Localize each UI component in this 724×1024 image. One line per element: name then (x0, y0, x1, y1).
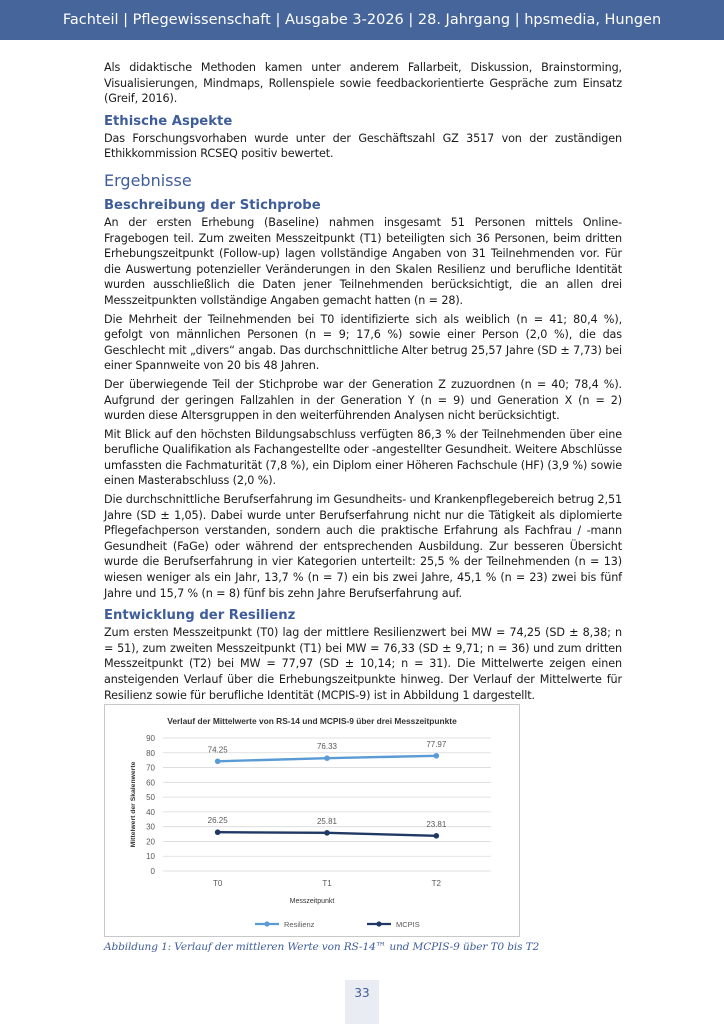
body-paragraph: Mit Blick auf den höchsten Bildungsabschluss verfügten 86,3 % der Teilnehmenden über eine berufliche Qualifikation als Fachangestellte oder -angestellter Gesundheit. Weitere Abschlüsse umfassten die Fachmaturität (7,8 %), ein Diplom einer Höheren Fachschule (HF) (3,9 %) sowie einen Masterabschluss (2,0 %). (104, 427, 622, 488)
legend-entry: MCPIS (396, 920, 420, 929)
legend-swatch-marker (264, 921, 269, 926)
y-tick-label: 20 (146, 837, 155, 847)
y-tick-label: 0 (150, 867, 155, 876)
y-axis-label: Mittelwert der Skalenwerte (130, 761, 137, 848)
data-point (324, 755, 330, 761)
y-tick-label: 70 (146, 763, 155, 773)
data-label: 26.25 (207, 816, 228, 826)
running-header (0, 0, 724, 40)
y-tick-label: 80 (146, 748, 155, 758)
subsection-heading: Beschreibung der Stichprobe (104, 197, 321, 213)
chart-title: Verlauf der Mittelwerte von RS-14 und MCPIS-9 über drei Messzeitpunkte (167, 716, 457, 726)
page-number (345, 980, 379, 1024)
section-heading: Ergebnisse (104, 170, 192, 190)
y-tick-label: 90 (146, 734, 155, 743)
figure-caption: Abbildung 1: Verlauf der mittleren Werte von RS-14™ und MCPIS-9 über T0 bis T2 (104, 941, 540, 953)
y-tick-label: 60 (146, 778, 155, 788)
legend-entry: Resilienz (284, 920, 315, 929)
legend-swatch-marker (376, 921, 381, 926)
data-label: 77.97 (426, 739, 447, 749)
x-tick-label: T2 (431, 879, 442, 888)
page-number-text: 33 (354, 986, 370, 1000)
data-point (215, 758, 221, 764)
figure-1 (104, 704, 520, 937)
body-paragraph: Der überwiegende Teil der Stichprobe war der Generation Z zuzuordnen (n = 40; 78,4 %). Aufgrund der geringen Fallzahlen in der Generation Y (n = 9) und Generation X (n = 2) wurden diese Altersgruppen in den weiterführenden Analysen nicht berücksichtigt. (104, 377, 622, 423)
data-label: 25.81 (316, 816, 338, 826)
data-point (434, 833, 440, 839)
y-tick-label: 10 (146, 852, 155, 862)
line-chart (105, 705, 519, 936)
running-title: Fachteil | Pflegewissenschaft | Ausgabe 3-2026 | 28. Jahrgang | hpsmedia, Hungen (62, 12, 662, 28)
data-label: 74.25 (207, 745, 228, 755)
body-paragraph: Die durchschnittliche Berufserfahrung im Gesundheits- und Krankenpflegebereich betrug 2,51 Jahre (SD ± 1,05). Dabei wurde unter Berufserfahrung nicht nur die Tätigkeit als diplomierte Pflegefachperson verstanden, sondern auch die praktische Erfahrung als Fachfrau / -mann Gesundheit (FaGe) oder während der entsprechenden Ausbildung. Zur besseren Übersicht wurde die Berufserfahrung in vier Kategorien unterteilt: 25,5 % der Teilnehmenden (n = 13) wiesen weniger als ein Jahr, 13,7 % (n = 7) ein bis zwei Jahre, 45,1 % (n = 23) zwei bis fünf Jahre und 15,7 % (n = 8) fünf bis zehn Jahre Berufserfahrung auf. (104, 493, 622, 600)
article-body (104, 60, 622, 706)
data-label: 23.81 (426, 819, 447, 829)
x-tick-label: T1 (322, 879, 332, 888)
body-paragraph: Als didaktische Methoden kamen unter anderem Fallarbeit, Diskussion, Brainstorming, Visualisierungen, Mindmaps, Rollenspiele sowie feedbackorientierte Gespräche zum Einsatz (Greif, 2016). (104, 61, 622, 106)
data-point (215, 829, 221, 835)
subsection-heading: Entwicklung der Resilienz (104, 608, 296, 624)
body-paragraph: Das Forschungsvorhaben wurde unter der Geschäftszahl GZ 3517 von der zuständigen Ethikkommission RCSEQ positiv bewertet. (104, 131, 622, 161)
x-axis-label: Messzeitpunkt (289, 898, 335, 905)
y-tick-label: 40 (146, 807, 155, 817)
y-tick-label: 30 (146, 822, 155, 832)
body-paragraph: Zum ersten Messzeitpunkt (T0) lag der mittlere Resilienzwert bei MW = 74,25 (SD ± 8,38; n = 51), zum zweiten Messzeitpunkt (T1) bei MW = 76,33 (SD ± 9,71; n = 36) und zum dritten Messzeitpunkt (T2) bei MW = 77,97 (SD ± 10,14; n = 31). Die Mittelwerte zeigen einen ansteigenden Verlauf über die Erhebungszeitpunkte hinweg. Der Verlauf der Mittelwerte für Resilienz sowie für berufliche Identität (MCPIS-9) ist in Abbildung 1 dargestellt. (104, 626, 622, 702)
subsection-heading: Ethische Aspekte (104, 113, 233, 129)
body-paragraph: Die Mehrheit der Teilnehmenden bei T0 identifizierte sich als weiblich (n = 41; 80,4 %), gefolgt von männlichen Personen (n = 9; 17,6 %) sowie einer Person (2,0 %), die das Geschlecht mit „divers“ angab. Das durchschnittliche Alter betrug 25,57 Jahre (SD ± 7,73) bei einer Spannweite von 20 bis 48 Jahren. (104, 312, 622, 373)
body-paragraph: An der ersten Erhebung (Baseline) nahmen insgesamt 51 Personen mittels Online-Fragebogen teil. Zum zweiten Messzeitpunkt (T1) beteiligten sich 36 Personen, beim dritten Erhebungszeitpunkt (Follow-up) lagen vollständige Angaben von 31 Teilnehmenden vor. Für die Auswertung potenzieller Veränderungen in den Skalen Resilienz und berufliche Identität wurden ausschließlich die Daten jener Teilnehmenden berücksichtigt, die an allen drei Messzeitpunkten vollständige Angaben gemacht hatten (n = 28). (104, 215, 622, 307)
data-label: 76.33 (316, 742, 338, 752)
data-point (434, 753, 440, 759)
data-point (324, 830, 330, 836)
x-tick-label: T0 (212, 879, 223, 888)
y-tick-label: 50 (146, 793, 155, 803)
